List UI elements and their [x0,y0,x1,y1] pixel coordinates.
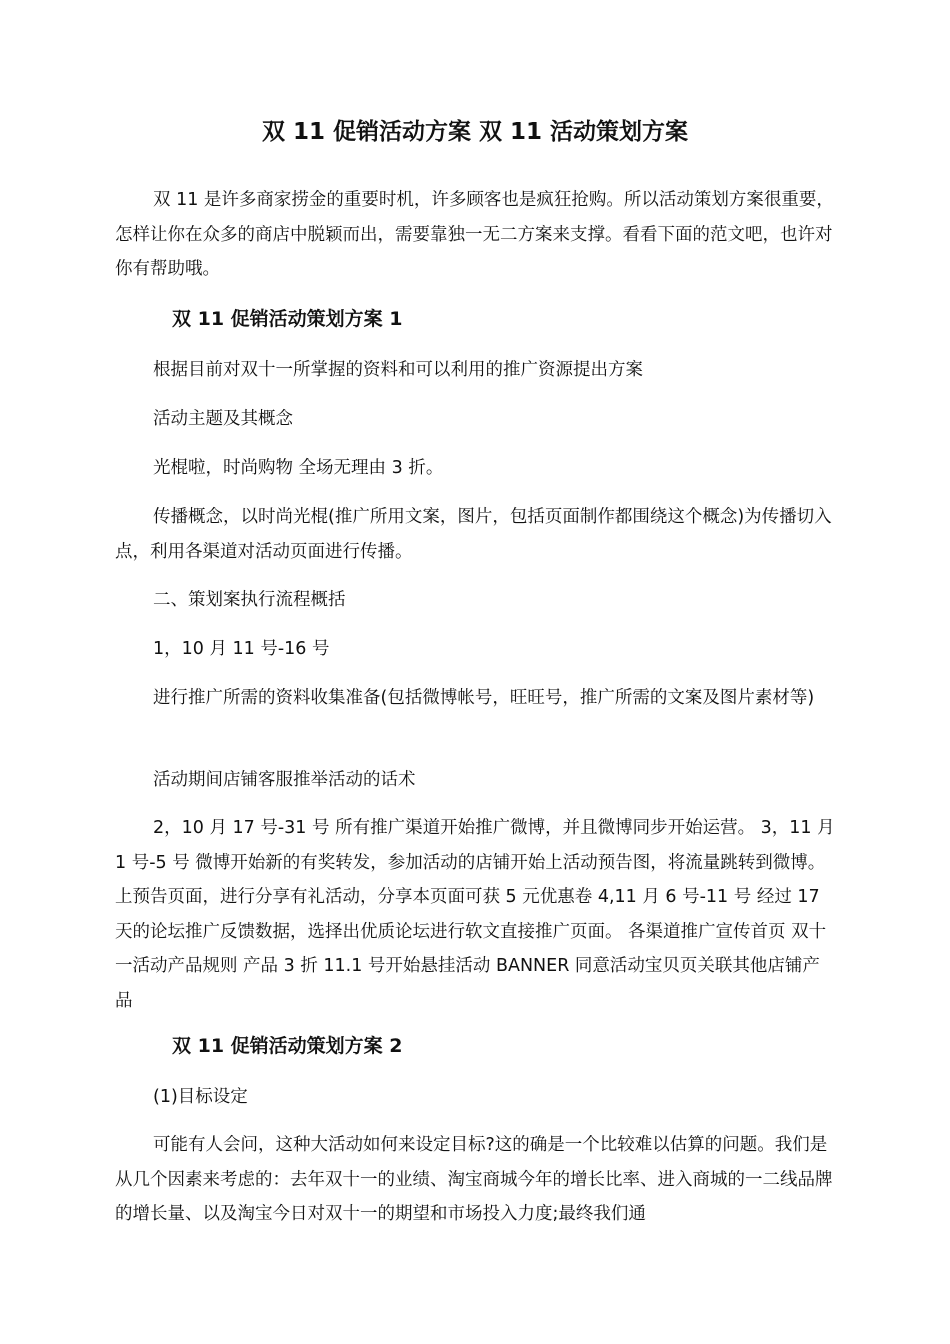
section1-paragraph-1: 根据目前对双十一所掌握的资料和可以利用的推广资源提出方案 [153,360,643,380]
section1-paragraph-7: 进行推广所需的资料收集准备(包括微博帐号，旺旺号，推广所需的文案及图片素材等) [153,688,815,708]
section1-paragraph-3: 光棍啦，时尚购物 全场无理由 3 折。 [153,458,444,478]
document-title: 双 11 促销活动方案 双 11 活动策划方案 [261,119,689,145]
section1-paragraph-2: 活动主题及其概念 [153,409,293,429]
section1-paragraph-4: 传播概念，以时尚光棍(推广所用文案，图片，包括页面制作都围绕这个概念)为传播切入点，利用各渠道对活动页面进行传播。 [115,507,832,562]
intro-paragraph: 双 11 是许多商家捞金的重要时机，许多顾客也是疯狂抢购。所以活动策划方案很重要，怎样让你在众多的商店中脱颖而出，需要靠独一无二方案来支撑。看看下面的范文吧，也许对你有帮助哦。 [115,190,834,279]
section1-paragraph-8: 活动期间店铺客服推举活动的话术 [153,770,416,790]
section2-paragraph-2: 可能有人会问，这种大活动如何来设定目标?这的确是一个比较难以估算的问题。我们是从几个因素来考虑的：去年双十一的业绩、淘宝商城今年的增长比率、进入商城的一二线品牌的增长量、以及淘宝今日对双十一的期望和市场投入力度;最终我们通 [115,1135,833,1224]
section1-heading: 双 11 促销活动策划方案 1 [172,308,403,330]
section1-paragraph-5: 二、策划案执行流程概括 [153,590,346,610]
section1-paragraph-9: 2，10 月 17 号-31 号 所有推广渠道开始推广微博，并且微博同步开始运营。 3，11 月 1 号-5 号 微博开始新的有奖转发，参加活动的店铺开始上活动预告图，将流量跳转到微博。 上预告页面，进行分享有礼活动，分享本页面可获 5 元优惠卷 4,11 月 6 号-11 号 经过 17 天的论坛推广反馈数据，选择出优质论坛进行软文直接推广页面。 各渠道推广宣传首页 双十一活动产品规则 产品 3 折 11.1 号开始悬挂活动 BANNER 同意活动宝贝页关联其他店铺产品 [115,818,835,1011]
section1-paragraph-6: 1，10 月 11 号-16 号 [153,639,330,659]
section2-paragraph-1: (1)目标设定 [153,1087,248,1107]
section2-heading: 双 11 促销活动策划方案 2 [172,1035,403,1057]
